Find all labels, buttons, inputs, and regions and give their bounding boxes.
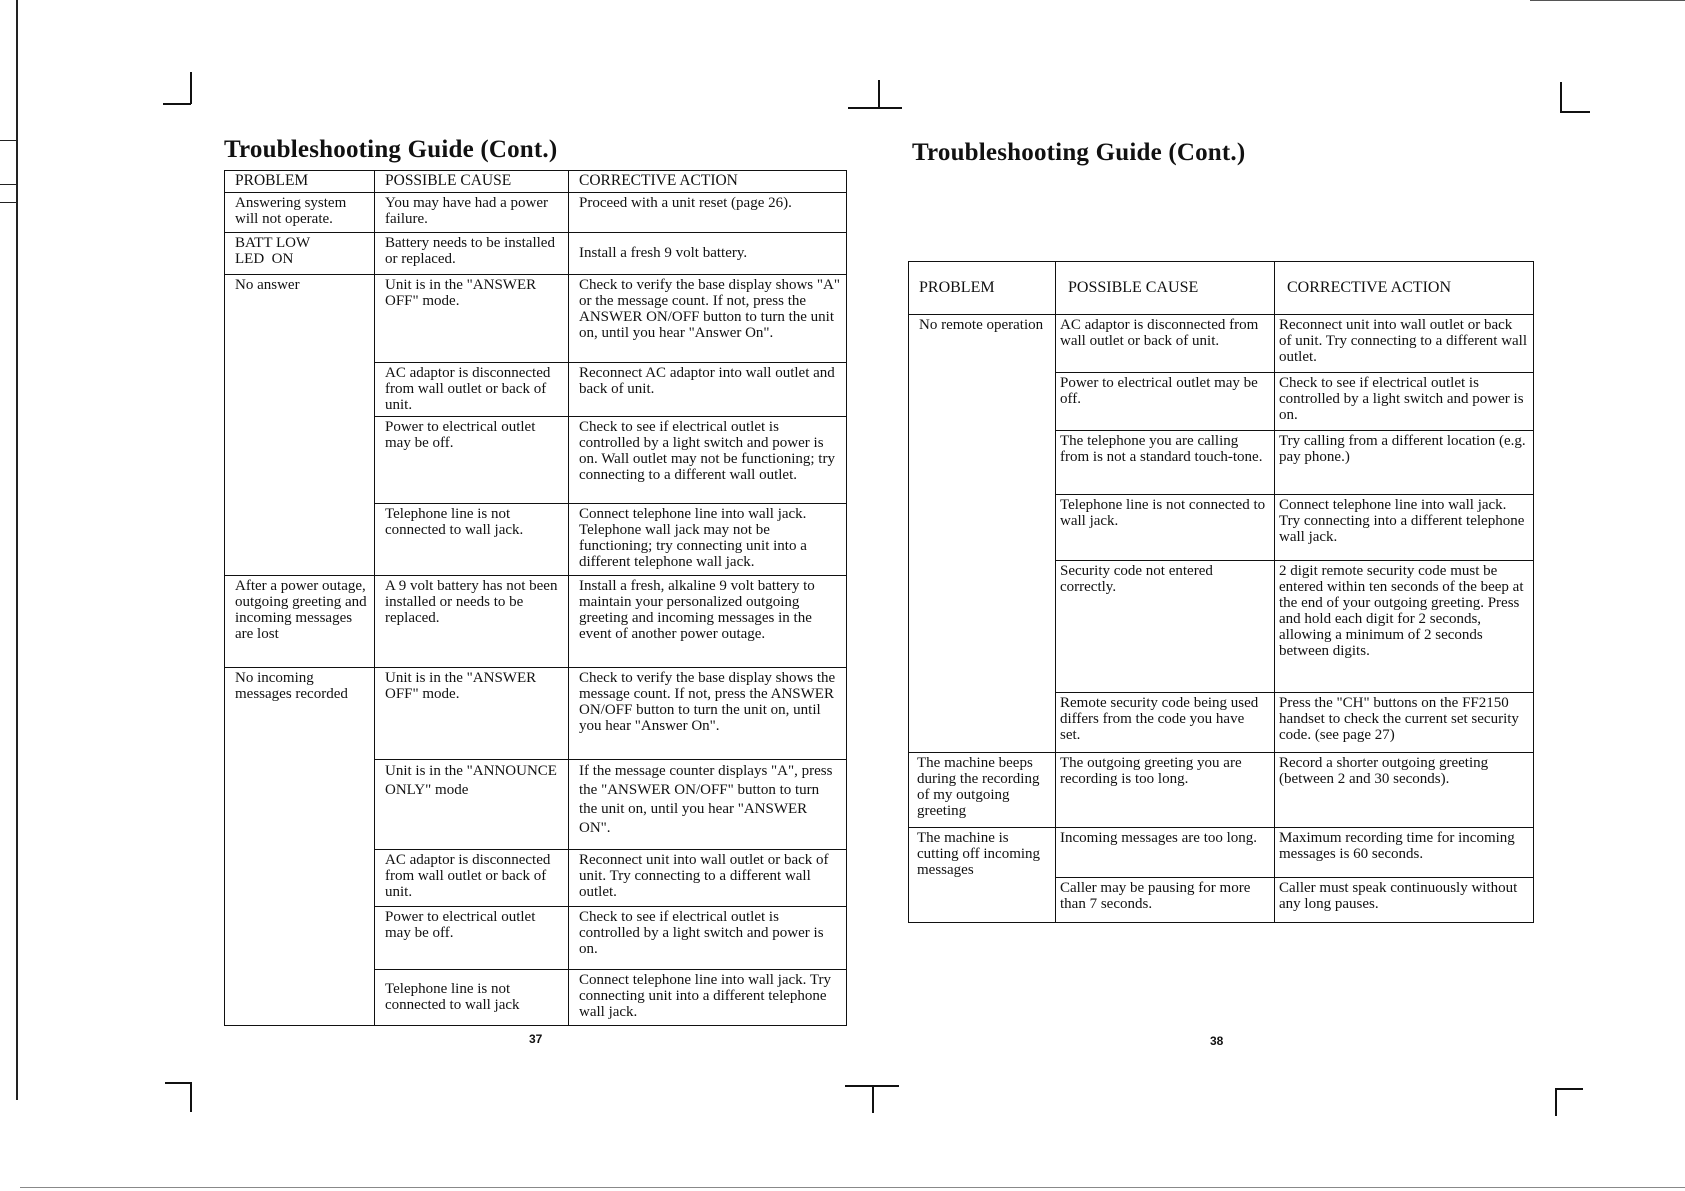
cause-cell: AC adaptor is disconnected from wall outlet or back of unit.	[375, 850, 569, 907]
problem-cell: After a power outage, outgoing greeting and incoming messages are lost	[225, 576, 375, 668]
scan-bottom-edge	[20, 1187, 1685, 1188]
action-cell: Maximum recording time for incoming messages is 60 seconds.	[1275, 828, 1534, 878]
crop-mark-top-center-v	[878, 80, 880, 108]
table-row	[225, 576, 847, 668]
action-cell: Reconnect AC adaptor into wall outlet and back of unit.	[569, 363, 847, 417]
cause-cell: Battery needs to be installed or replaced.	[375, 233, 569, 275]
action-cell: Check to see if electrical outlet is controlled by a light switch and power is on.	[569, 907, 847, 970]
action-cell: Connect telephone line into wall jack. Telephone wall jack may not be functioning; try connecting unit into a different telephone wall jack.	[569, 504, 847, 576]
scan-top-right-line	[1530, 0, 1685, 1]
action-cell: 2 digit remote security code must be entered within ten seconds of the beep at the end of your outgoing greeting. Press and hold each digit for 2 seconds, allowing a minimum of 2 seconds between digits.	[1275, 561, 1534, 693]
cause-cell: You may have had a power failure.	[375, 193, 569, 233]
problem-cell: No remote operation	[909, 315, 1056, 753]
crop-mark-bottom-left-h	[165, 1082, 191, 1084]
cause-cell: Security code not entered correctly.	[1056, 561, 1275, 693]
problem-cell: Answering system will not operate.	[225, 193, 375, 233]
action-cell: Record a shorter outgoing greeting (between 2 and 30 seconds).	[1275, 753, 1534, 828]
cause-cell: Caller may be pausing for more than 7 seconds.	[1056, 878, 1275, 923]
cause-cell: The outgoing greeting you are recording is too long.	[1056, 753, 1275, 828]
crop-mark-top-center-h	[848, 107, 902, 109]
crop-mark-bottom-right-h	[1555, 1088, 1583, 1090]
problem-cell: No answer	[225, 275, 375, 576]
crop-mark-top-left-v	[190, 72, 192, 104]
table-row	[909, 315, 1534, 373]
table-row	[225, 233, 847, 275]
page-number-left: 37	[529, 1032, 543, 1046]
cause-cell: A 9 volt battery has not been installed or needs to be replaced.	[375, 576, 569, 668]
right-troubleshooting-table	[908, 261, 1534, 923]
header-problem: PROBLEM	[225, 171, 375, 193]
action-cell: If the message counter displays "A", press the "ANSWER ON/OFF" button to turn the unit on, until you hear "ANSWER ON".	[569, 760, 847, 850]
cause-cell: AC adaptor is disconnected from wall outlet or back of unit.	[1056, 315, 1275, 373]
table-row	[225, 668, 847, 760]
header-corrective-action: CORRECTIVE ACTION	[1275, 262, 1534, 315]
crop-mark-bottom-right-v	[1555, 1088, 1557, 1116]
header-problem: PROBLEM	[909, 262, 1056, 315]
crop-mark-top-right-h	[1560, 111, 1590, 113]
left-troubleshooting-table	[224, 170, 847, 1026]
header-corrective-action: CORRECTIVE ACTION	[569, 171, 847, 193]
problem-cell: The machine beeps during the recording of my outgoing greeting	[909, 753, 1056, 828]
cause-cell: Remote security code being used differs from the code you have set.	[1056, 693, 1275, 753]
crop-mark-bottom-left-v	[190, 1082, 192, 1112]
header-possible-cause: POSSIBLE CAUSE	[375, 171, 569, 193]
table-row	[225, 275, 847, 363]
scan-left-tick-mid	[0, 184, 18, 185]
table-row	[225, 193, 847, 233]
action-cell: Install a fresh 9 volt battery.	[569, 233, 847, 275]
action-cell: Connect telephone line into wall jack. Try connecting unit into a different telephone wall jack.	[569, 970, 847, 1026]
cause-cell: Incoming messages are too long.	[1056, 828, 1275, 878]
problem-cell: No incoming messages recorded	[225, 668, 375, 1026]
header-possible-cause: POSSIBLE CAUSE	[1056, 262, 1275, 315]
crop-mark-top-left-h	[163, 103, 191, 105]
cause-cell: Power to electrical outlet may be off.	[375, 907, 569, 970]
scan-left-tick-low	[0, 202, 18, 203]
action-cell: Proceed with a unit reset (page 26).	[569, 193, 847, 233]
table-row	[909, 828, 1534, 878]
action-cell: Install a fresh, alkaline 9 volt battery to maintain your personalized outgoing greeting and incoming messages in the event of another power outage.	[569, 576, 847, 668]
action-cell: Check to verify the base display shows "A" or the message count. If not, press the ANSWER ON/OFF button to turn the unit on, until you hear "Answer On".	[569, 275, 847, 363]
right-page-title: Troubleshooting Guide (Cont.)	[912, 139, 1246, 166]
cause-cell: The telephone you are calling from is not a standard touch-tone.	[1056, 431, 1275, 495]
cause-cell: Telephone line is not connected to wall jack	[375, 970, 569, 1026]
action-cell: Press the "CH" buttons on the FF2150 handset to check the current set security code. (see page 27)	[1275, 693, 1534, 753]
problem-cell: BATT LOW LED ON	[225, 233, 375, 275]
action-cell: Check to verify the base display shows the message count. If not, press the ANSWER ON/OFF button to turn the unit on, until you hear "Answer On".	[569, 668, 847, 760]
table-row	[909, 753, 1534, 828]
action-cell: Check to see if electrical outlet is controlled by a light switch and power is on. Wall outlet may not be functioning; try connecting to a different wall outlet.	[569, 417, 847, 504]
crop-mark-bottom-center-v	[872, 1085, 874, 1113]
action-cell: Reconnect unit into wall outlet or back of unit. Try connecting to a different wall outlet.	[1275, 315, 1534, 373]
cause-cell: Telephone line is not connected to wall jack.	[375, 504, 569, 576]
cause-cell: Unit is in the "ANSWER OFF" mode.	[375, 275, 569, 363]
cause-cell: Unit is in the "ANSWER OFF" mode.	[375, 668, 569, 760]
left-page-title: Troubleshooting Guide (Cont.)	[224, 136, 558, 163]
crop-mark-top-right-v	[1560, 82, 1562, 112]
action-cell: Connect telephone line into wall jack. Try connecting into a different telephone wall jack.	[1275, 495, 1534, 561]
page-number-right: 38	[1210, 1034, 1224, 1048]
cause-cell: Telephone line is not connected to wall jack.	[1056, 495, 1275, 561]
action-cell: Reconnect unit into wall outlet or back of unit. Try connecting to a different wall outlet.	[569, 850, 847, 907]
cause-cell: Power to electrical outlet may be off.	[1056, 373, 1275, 431]
cause-cell: Power to electrical outlet may be off.	[375, 417, 569, 504]
scan-left-tick-top	[0, 140, 18, 141]
action-cell: Check to see if electrical outlet is controlled by a light switch and power is on.	[1275, 373, 1534, 431]
problem-cell: The machine is cutting off incoming messages	[909, 828, 1056, 923]
cause-cell: Unit is in the "ANNOUNCE ONLY" mode	[375, 760, 569, 850]
action-cell: Caller must speak continuously without any long pauses.	[1275, 878, 1534, 923]
action-cell: Try calling from a different location (e.g. pay phone.)	[1275, 431, 1534, 495]
scan-left-edge	[16, 0, 18, 1100]
cause-cell: AC adaptor is disconnected from wall outlet or back of unit.	[375, 363, 569, 417]
table-header-row	[225, 171, 847, 193]
table-header-row	[909, 262, 1534, 315]
